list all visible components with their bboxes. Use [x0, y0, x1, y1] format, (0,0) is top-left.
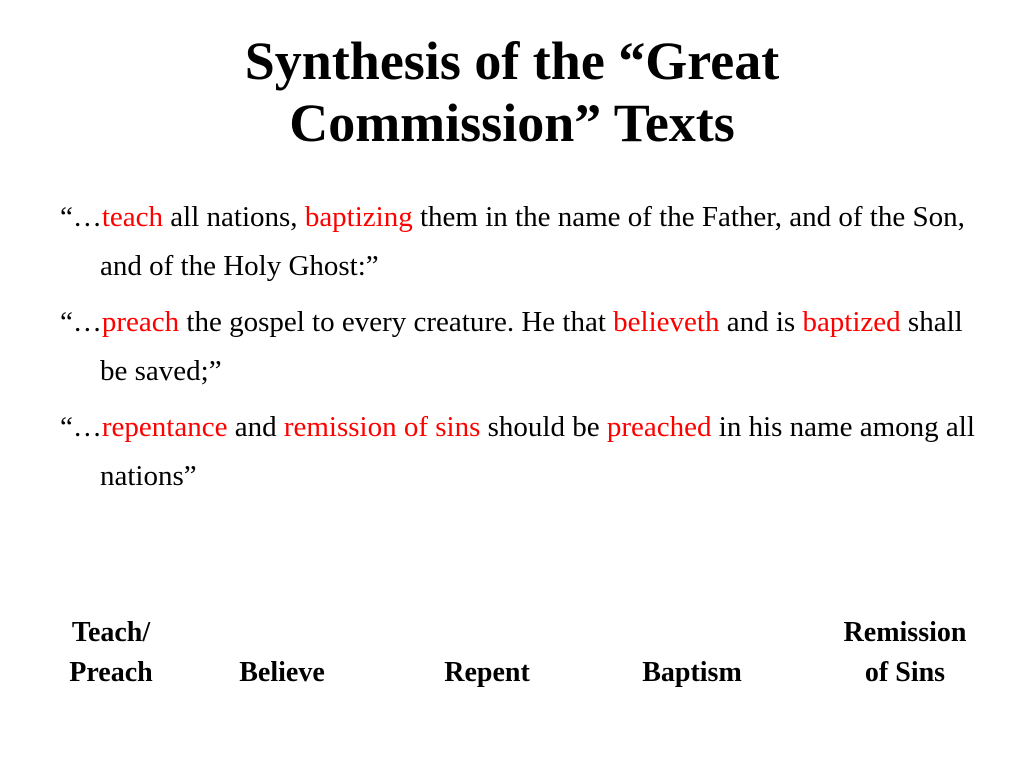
step-teach-preach [58, 613, 164, 693]
quote-text: and [227, 411, 284, 443]
quote-text: all nations, [163, 201, 305, 233]
highlighted-word: believeth [613, 306, 720, 338]
quote-matthew [60, 193, 980, 291]
quote-mark [60, 298, 980, 396]
step-believe [220, 653, 344, 693]
quote-text: “… [60, 306, 102, 338]
step-remission-line-1: Remission [843, 617, 967, 648]
quote-text: “… [60, 201, 102, 233]
step-teach-preach-line-2: Preach [69, 657, 153, 688]
highlighted-word: repentance [101, 411, 228, 443]
step-baptism-label: Baptism [642, 657, 742, 688]
quote-text: should be [480, 411, 607, 443]
slide-title [0, 30, 1024, 154]
step-repent-label: Repent [444, 657, 530, 688]
highlighted-word: preach [101, 306, 180, 338]
step-repent [426, 653, 548, 693]
quote-text: them in the name of the Father, and of the Son, and of the Holy Ghost:” [100, 201, 965, 282]
quote-text: shall be saved;” [100, 306, 963, 387]
title-line-1: Synthesis of the “Great [244, 31, 780, 91]
title-line-2: Commission” Texts [289, 93, 735, 153]
highlighted-word: baptizing [304, 201, 413, 233]
step-baptism [622, 653, 762, 693]
highlighted-word: baptized [802, 306, 901, 338]
quote-text: the gospel to every creature. He that [179, 306, 614, 338]
step-remission-line-2: of Sins [864, 657, 946, 688]
steps-row [0, 603, 1024, 693]
highlighted-word: teach [101, 201, 164, 233]
step-believe-label: Believe [239, 657, 325, 688]
quote-text: “… [60, 411, 102, 443]
step-teach-preach-line-1: Teach/ [71, 617, 151, 648]
highlighted-word: preached [606, 411, 712, 443]
quote-list [60, 193, 980, 508]
quote-text: in his name among all nations” [100, 411, 975, 492]
step-remission-of-sins [822, 613, 988, 693]
quote-luke [60, 403, 980, 501]
highlighted-word: remission of sins [283, 411, 481, 443]
quote-text: and is [719, 306, 803, 338]
